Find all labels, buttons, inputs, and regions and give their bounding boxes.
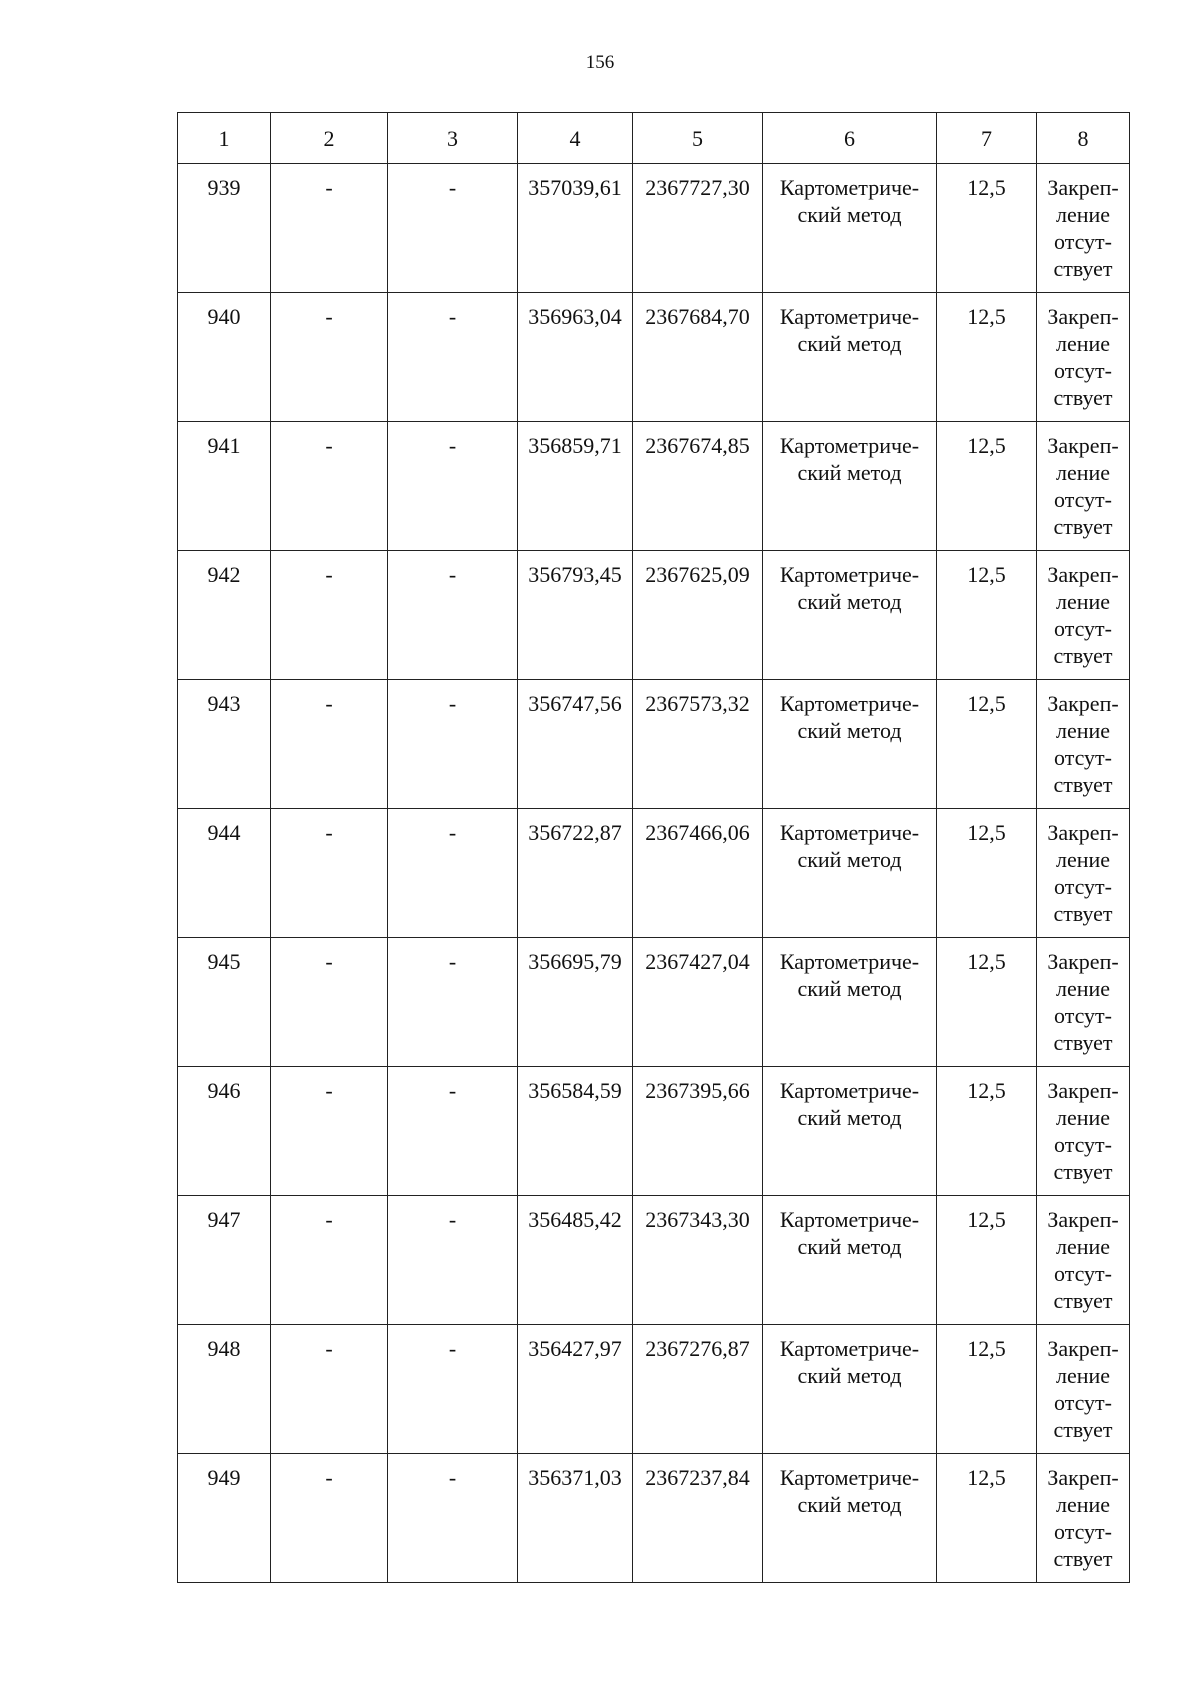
y-coordinate-cell: 2367684,70	[633, 293, 763, 422]
point-number-cell: 948	[178, 1325, 271, 1454]
header-cell: 7	[937, 113, 1037, 164]
precision-cell: 12,5	[937, 1325, 1037, 1454]
column-3-cell: -	[388, 809, 518, 938]
column-2-cell: -	[271, 809, 388, 938]
column-2-cell: -	[271, 680, 388, 809]
precision-cell: 12,5	[937, 551, 1037, 680]
y-coordinate-cell: 2367727,30	[633, 164, 763, 293]
method-cell: Картометриче-ский метод	[763, 551, 937, 680]
point-number-cell: 949	[178, 1454, 271, 1583]
header-cell: 3	[388, 113, 518, 164]
point-number-cell: 947	[178, 1196, 271, 1325]
table-row	[178, 293, 1130, 422]
column-2-cell: -	[271, 1067, 388, 1196]
fixing-cell: Закреп-ление отсут-ствует	[1037, 293, 1130, 422]
column-2-cell: -	[271, 938, 388, 1067]
point-number-cell: 940	[178, 293, 271, 422]
column-3-cell: -	[388, 1325, 518, 1454]
y-coordinate-cell: 2367674,85	[633, 422, 763, 551]
point-number-cell: 944	[178, 809, 271, 938]
table-row	[178, 1454, 1130, 1583]
y-coordinate-cell: 2367625,09	[633, 551, 763, 680]
column-3-cell: -	[388, 938, 518, 1067]
point-number-cell: 946	[178, 1067, 271, 1196]
column-2-cell: -	[271, 1325, 388, 1454]
point-number-cell: 941	[178, 422, 271, 551]
method-cell: Картометриче-ский метод	[763, 1196, 937, 1325]
fixing-cell: Закреп-ление отсут-ствует	[1037, 422, 1130, 551]
method-cell: Картометриче-ский метод	[763, 164, 937, 293]
method-cell: Картометриче-ский метод	[763, 1067, 937, 1196]
point-number-cell: 943	[178, 680, 271, 809]
x-coordinate-cell: 357039,61	[518, 164, 633, 293]
column-2-cell: -	[271, 1454, 388, 1583]
column-2-cell: -	[271, 551, 388, 680]
column-2-cell: -	[271, 293, 388, 422]
x-coordinate-cell: 356371,03	[518, 1454, 633, 1583]
table-row	[178, 680, 1130, 809]
coordinates-table	[177, 112, 1130, 1583]
column-3-cell: -	[388, 164, 518, 293]
x-coordinate-cell: 356695,79	[518, 938, 633, 1067]
column-3-cell: -	[388, 551, 518, 680]
method-cell: Картометриче-ский метод	[763, 422, 937, 551]
fixing-cell: Закреп-ление отсут-ствует	[1037, 551, 1130, 680]
method-cell: Картометриче-ский метод	[763, 809, 937, 938]
header-cell: 6	[763, 113, 937, 164]
precision-cell: 12,5	[937, 1067, 1037, 1196]
x-coordinate-cell: 356747,56	[518, 680, 633, 809]
y-coordinate-cell: 2367276,87	[633, 1325, 763, 1454]
precision-cell: 12,5	[937, 293, 1037, 422]
header-cell: 2	[271, 113, 388, 164]
table-row	[178, 938, 1130, 1067]
column-3-cell: -	[388, 1067, 518, 1196]
table-row	[178, 1325, 1130, 1454]
x-coordinate-cell: 356584,59	[518, 1067, 633, 1196]
y-coordinate-cell: 2367466,06	[633, 809, 763, 938]
fixing-cell: Закреп-ление отсут-ствует	[1037, 809, 1130, 938]
header-cell: 4	[518, 113, 633, 164]
table-row	[178, 1196, 1130, 1325]
header-cell: 8	[1037, 113, 1130, 164]
table-row	[178, 1067, 1130, 1196]
table-row	[178, 422, 1130, 551]
method-cell: Картометриче-ский метод	[763, 938, 937, 1067]
table-row	[178, 809, 1130, 938]
method-cell: Картометриче-ский метод	[763, 293, 937, 422]
column-2-cell: -	[271, 164, 388, 293]
fixing-cell: Закреп-ление отсут-ствует	[1037, 164, 1130, 293]
y-coordinate-cell: 2367427,04	[633, 938, 763, 1067]
y-coordinate-cell: 2367237,84	[633, 1454, 763, 1583]
point-number-cell: 939	[178, 164, 271, 293]
column-3-cell: -	[388, 1454, 518, 1583]
table-header-row	[178, 113, 1130, 164]
x-coordinate-cell: 356722,87	[518, 809, 633, 938]
page-number: 156	[585, 52, 615, 73]
precision-cell: 12,5	[937, 938, 1037, 1067]
header-cell: 5	[633, 113, 763, 164]
y-coordinate-cell: 2367573,32	[633, 680, 763, 809]
precision-cell: 12,5	[937, 1454, 1037, 1583]
column-3-cell: -	[388, 1196, 518, 1325]
method-cell: Картометриче-ский метод	[763, 680, 937, 809]
point-number-cell: 945	[178, 938, 271, 1067]
fixing-cell: Закреп-ление отсут-ствует	[1037, 938, 1130, 1067]
precision-cell: 12,5	[937, 1196, 1037, 1325]
x-coordinate-cell: 356427,97	[518, 1325, 633, 1454]
table-row	[178, 164, 1130, 293]
column-3-cell: -	[388, 422, 518, 551]
precision-cell: 12,5	[937, 164, 1037, 293]
method-cell: Картометриче-ский метод	[763, 1325, 937, 1454]
column-3-cell: -	[388, 680, 518, 809]
precision-cell: 12,5	[937, 422, 1037, 551]
fixing-cell: Закреп-ление отсут-ствует	[1037, 680, 1130, 809]
table-row	[178, 551, 1130, 680]
precision-cell: 12,5	[937, 680, 1037, 809]
x-coordinate-cell: 356859,71	[518, 422, 633, 551]
column-3-cell: -	[388, 293, 518, 422]
fixing-cell: Закреп-ление отсут-ствует	[1037, 1067, 1130, 1196]
column-2-cell: -	[271, 1196, 388, 1325]
precision-cell: 12,5	[937, 809, 1037, 938]
y-coordinate-cell: 2367343,30	[633, 1196, 763, 1325]
column-2-cell: -	[271, 422, 388, 551]
point-number-cell: 942	[178, 551, 271, 680]
method-cell: Картометриче-ский метод	[763, 1454, 937, 1583]
fixing-cell: Закреп-ление отсут-ствует	[1037, 1325, 1130, 1454]
fixing-cell: Закреп-ление отсут-ствует	[1037, 1196, 1130, 1325]
x-coordinate-cell: 356793,45	[518, 551, 633, 680]
x-coordinate-cell: 356963,04	[518, 293, 633, 422]
y-coordinate-cell: 2367395,66	[633, 1067, 763, 1196]
x-coordinate-cell: 356485,42	[518, 1196, 633, 1325]
fixing-cell: Закреп-ление отсут-ствует	[1037, 1454, 1130, 1583]
header-cell: 1	[178, 113, 271, 164]
